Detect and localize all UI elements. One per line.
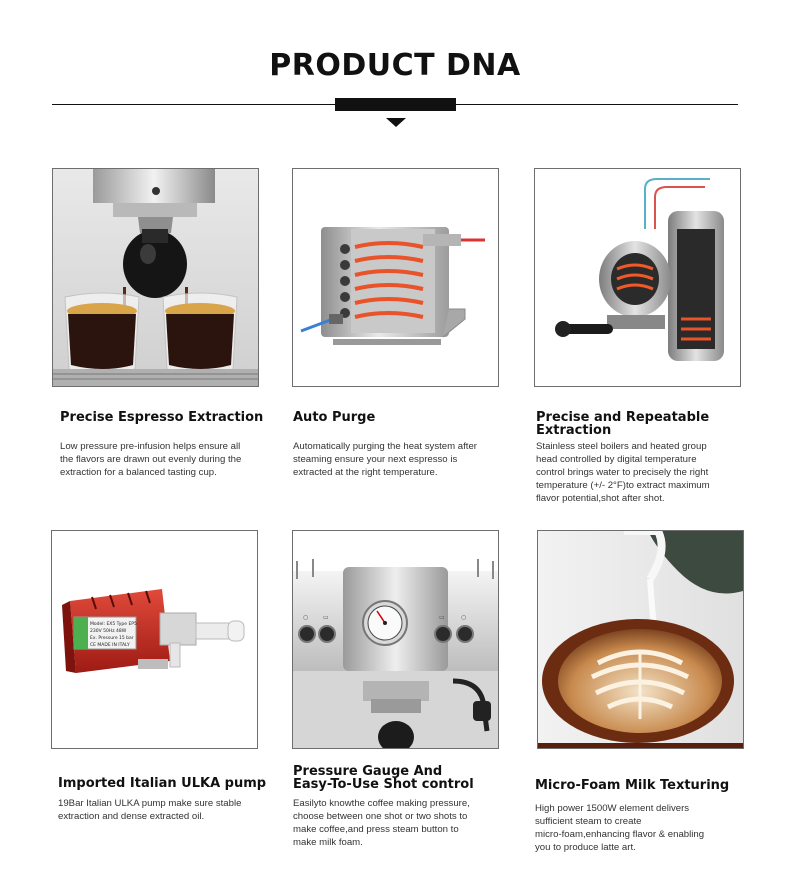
divider-bar [335,98,456,111]
feature-description: Easilyto knowthe coffee making pressure, choose between one shot or two shots to make coffee,and press steam button to make milk foam. [293,798,470,848]
heating-element-image [292,168,499,387]
latte-art-image [537,530,744,749]
feature-description: High power 1500W element delivers sufficient steam to create micro-foam,enhancing flavor & enabling you to produce latte art. [535,803,705,853]
ulka-pump-image [51,530,258,749]
feature-title: Precise Espresso Extraction [60,410,264,425]
svg-text:○: ○ [303,614,309,621]
control-panel-image [292,530,499,749]
feature-description: 19Bar Italian ULKA pump make sure stable extraction and dense extracted oil. [58,798,242,822]
feature-title: Imported Italian ULKA pump [58,776,267,791]
feature-title: Pressure Gauge And Easy-To-Use Shot control [293,764,474,792]
feature-title: Auto Purge [293,410,376,425]
svg-text:▭: ▭ [439,614,445,621]
chevron-down-icon [386,118,406,127]
svg-text:Model: EX5 Type EP5: Model: EX5 Type EP5 [90,622,137,627]
svg-text:Ex. Pressure 15 bar: Ex. Pressure 15 bar [90,636,134,641]
feature-description: Automatically purging the heat system after steaming ensure your next espresso is extracted at the right temperature. [293,441,477,478]
espresso-cups-image [52,168,259,387]
feature-description: Low pressure pre-infusion helps ensure all the flavors are drawn out evenly during the extraction for a balanced tasting cup. [60,441,242,478]
feature-title: Precise and Repeatable Extraction [536,410,710,438]
svg-text:○: ○ [461,614,467,621]
page-title: PRODUCT DNA [269,48,521,83]
svg-text:230V 50Hz 48W: 230V 50Hz 48W [90,629,127,634]
feature-title: Micro-Foam Milk Texturing [535,778,730,793]
feature-description: Stainless steel boilers and heated group head controlled by digital temperature control brings water to precisely the right temperature (+/- 2°F)to extract maximum flavor potential,shot after shot. [536,441,710,504]
boiler-cutaway-image [534,168,741,387]
svg-text:▭: ▭ [323,614,329,621]
svg-text:CE MADE IN ITALY: CE MADE IN ITALY [90,643,130,648]
